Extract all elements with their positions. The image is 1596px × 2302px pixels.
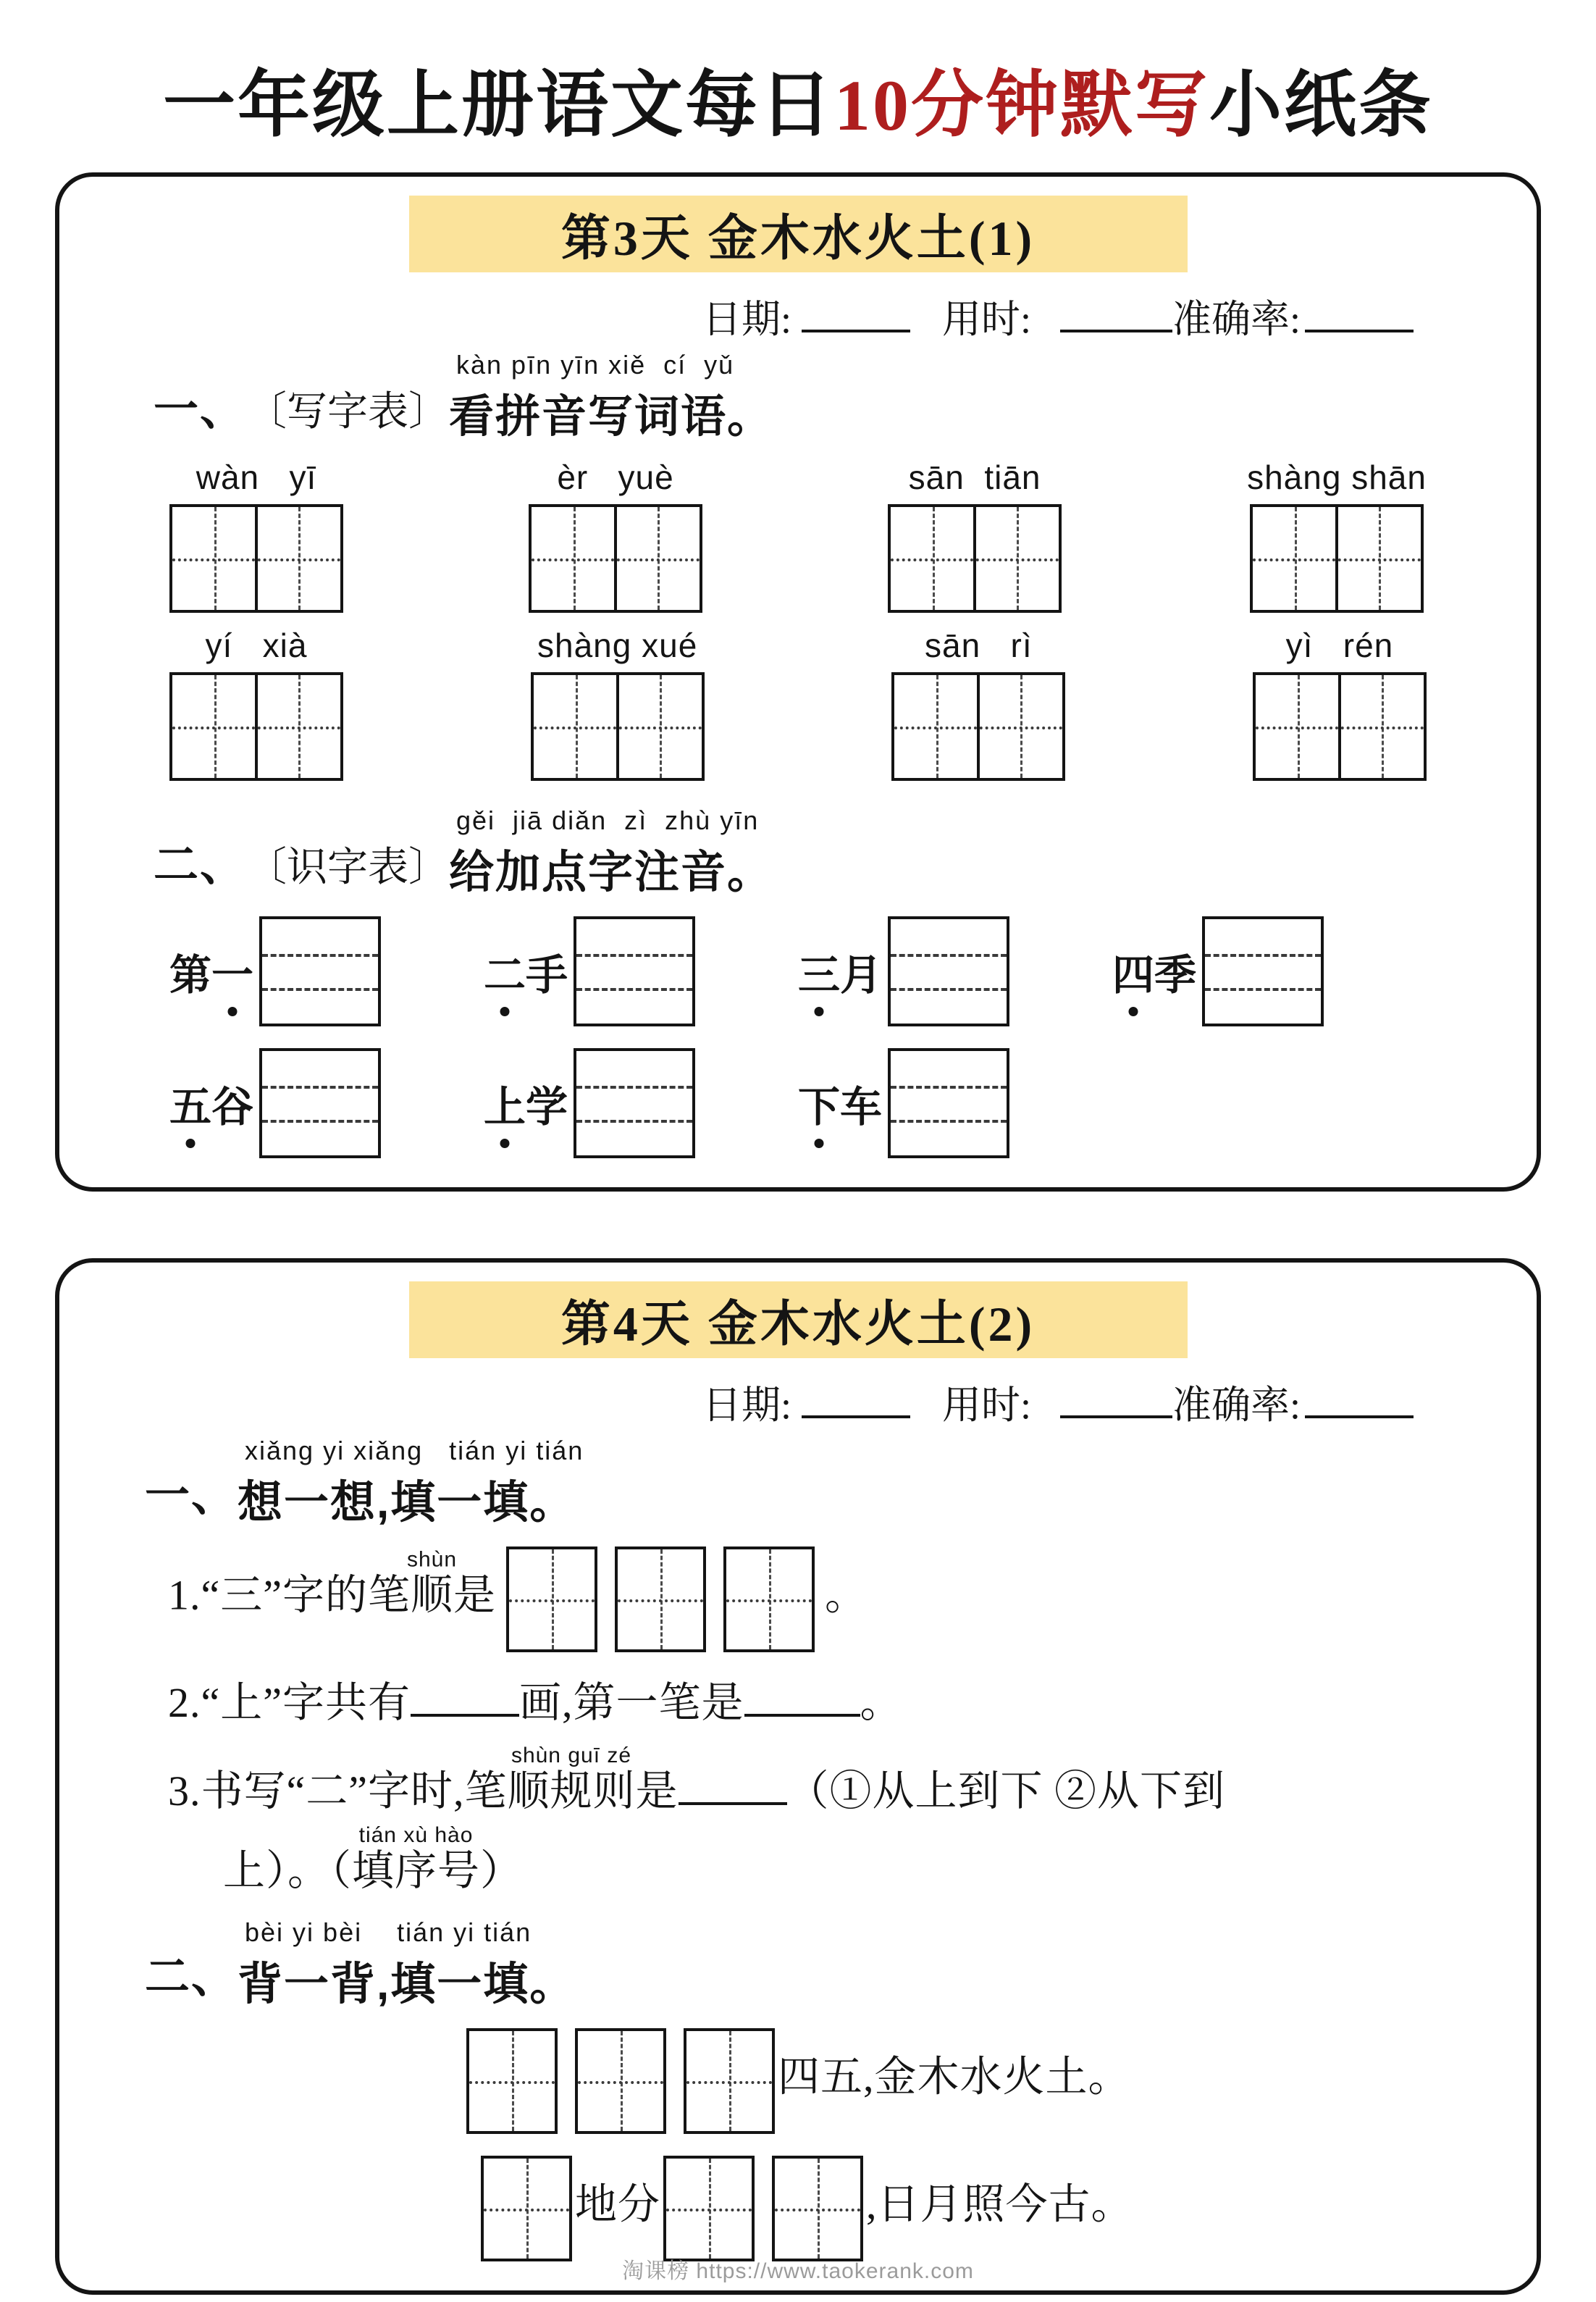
question-text: 上）。（ (223, 1847, 353, 1894)
day3-banner: 第3天 金木水火土(1) (409, 196, 1188, 272)
dotted-character: 二 (484, 941, 526, 1002)
ruby-base: 填序号 (352, 1847, 481, 1894)
dotted-character: 上 (484, 1073, 526, 1134)
pinyin-word-group (531, 626, 705, 781)
writing-box (684, 2028, 775, 2134)
page-title (0, 46, 1596, 151)
pinyin-answer-box (888, 916, 1009, 1026)
date-blank (802, 1415, 910, 1418)
time-label: 用时: (941, 1384, 1031, 1427)
grid-guide-line (1256, 727, 1424, 729)
word-part: 手 (526, 952, 568, 999)
pinyin-word-label: shàng xué (537, 627, 698, 664)
grid-guide-line (484, 2209, 569, 2211)
answer-blank (744, 1714, 860, 1717)
section-number: 二、 (145, 1952, 238, 2002)
pinyin-guide-line (262, 1086, 378, 1089)
annotation-item (169, 916, 484, 1026)
pinyin-word-group (169, 626, 343, 781)
time-label: 用时: (941, 298, 1031, 341)
annotated-word (484, 941, 568, 1002)
pinyin-word-row-1 (59, 458, 1537, 613)
writing-grid (169, 672, 343, 781)
writing-grid (529, 504, 702, 613)
pinyin-word-label: èr yuè (557, 459, 674, 496)
date-blank (802, 330, 910, 332)
ruby-annotation (406, 1547, 458, 1619)
writing-box (772, 2156, 863, 2261)
accuracy-label: 准确率: (1172, 298, 1301, 341)
word-part: 第 (169, 952, 212, 999)
word-part: 车 (840, 1084, 883, 1131)
dotted-character: 三 (798, 941, 840, 1002)
pinyin-word-group (888, 458, 1062, 613)
ruby-pinyin: shùn guī zé (507, 1744, 636, 1767)
writing-grid (1253, 672, 1427, 781)
writing-grid (531, 672, 705, 781)
section-title: 看拼音写词语。 (449, 392, 774, 442)
dotted-character: 五 (169, 1073, 211, 1134)
stroke-order-boxes (506, 1546, 815, 1652)
grid-guide-line (172, 558, 340, 561)
page-title-highlight: 10分钟默写 (834, 65, 1209, 146)
grid-guide-line (618, 1599, 703, 1602)
section-title: 给加点字注音。 (449, 847, 774, 897)
writing-box (663, 2156, 755, 2261)
writing-grid (891, 672, 1065, 781)
writing-box (615, 1546, 706, 1652)
grid-guide-line (509, 1599, 595, 1602)
grid-guide-line (469, 2081, 555, 2084)
section2-header-day4 (59, 1917, 1537, 2012)
date-label: 日期: (702, 1384, 791, 1427)
question-text: 2.“上”字共有 (168, 1679, 411, 1726)
question-text: 是 (635, 1767, 679, 1815)
section-pinyin: xiǎng yi xiǎng tián yi tián (245, 1436, 584, 1465)
ruby-base: 顺 (406, 1571, 458, 1619)
grid-guide-line (532, 558, 700, 561)
section-tag: 〔写字表〕 (246, 390, 450, 435)
pinyin-word-label: yí xià (205, 627, 308, 664)
footer-credit: 淘课榜 https://www.taokerank.com (622, 2259, 974, 2283)
section-pinyin: kàn pīn yīn xiě cí yǔ (456, 350, 735, 380)
writing-box (506, 1546, 597, 1652)
worksheet-panel-day4 (55, 1258, 1541, 2295)
annotation-row-2 (59, 1048, 1537, 1158)
section-title: 背一背,填一填。 (238, 1959, 576, 2009)
grid-guide-line (775, 2209, 860, 2211)
section-pinyin: gěi jiā diǎn zì zhù yīn (456, 805, 760, 835)
annotation-item (1112, 916, 1427, 1026)
recite-text: ,日月照今古。 (866, 2180, 1134, 2228)
annotated-word (169, 1073, 253, 1134)
pinyin-guide-line (1205, 954, 1321, 957)
ruby-pinyin: tián xù hào (352, 1823, 481, 1847)
question-3 (59, 1745, 1537, 1817)
annotated-word (1112, 941, 1196, 1002)
pinyin-answer-box (1202, 916, 1324, 1026)
pinyin-word-group (529, 458, 702, 613)
pinyin-guide-line (262, 954, 378, 957)
recite-text: 四五,金木水火土。 (778, 2053, 1131, 2101)
grid-guide-line (172, 727, 340, 729)
annotated-word (169, 941, 253, 1002)
grid-guide-line (666, 2209, 752, 2211)
pinyin-word-group (1247, 458, 1427, 613)
pinyin-guide-line (891, 1120, 1007, 1123)
dotted-character: 一 (211, 941, 253, 1002)
grid-guide-line (578, 2081, 663, 2084)
pinyin-word-label: sān rì (925, 627, 1033, 664)
question-text: 。 (825, 1571, 868, 1619)
grid-guide-line (891, 558, 1059, 561)
grid-guide-line (534, 727, 702, 729)
pinyin-guide-line (891, 988, 1007, 991)
pinyin-guide-line (576, 1120, 692, 1123)
fill-boxes (466, 2028, 775, 2134)
annotated-word (798, 1073, 882, 1134)
annotated-word (798, 941, 882, 1002)
date-label: 日期: (702, 298, 791, 341)
pinyin-word-group (169, 458, 343, 613)
pinyin-guide-line (576, 988, 692, 991)
pinyin-word-label: yì rén (1285, 627, 1394, 664)
ruby-annotation (352, 1823, 481, 1894)
annotation-item (484, 1048, 798, 1158)
pinyin-word-label: wàn yī (196, 459, 317, 496)
recite-fill-line-1 (59, 2028, 1537, 2134)
recite-fill-line-2 (59, 2156, 1537, 2261)
word-part: 季 (1154, 952, 1197, 999)
pinyin-guide-line (576, 1086, 692, 1089)
question-text: 画,第一笔是 (519, 1679, 744, 1726)
pinyin-answer-box (888, 1048, 1009, 1158)
writing-box (575, 2028, 666, 2134)
question-2 (59, 1668, 1537, 1729)
dotted-character: 四 (1112, 941, 1154, 1002)
section-number: 二、 (154, 840, 247, 890)
accuracy-label: 准确率: (1172, 1384, 1301, 1427)
question-1 (59, 1546, 1537, 1652)
ruby-annotation (507, 1744, 636, 1815)
grid-guide-line (894, 727, 1062, 729)
fill-boxes (481, 2156, 572, 2261)
writing-box (723, 1546, 815, 1652)
pinyin-word-label: shàng shān (1247, 459, 1427, 496)
section-number: 一、 (145, 1470, 238, 1520)
pinyin-guide-line (262, 1120, 378, 1123)
section2-header-day3 (59, 805, 1537, 900)
day3-meta-row (59, 288, 1537, 344)
pinyin-guide-line (262, 988, 378, 991)
section-number: 一、 (154, 385, 247, 435)
question-text: ） (480, 1847, 524, 1894)
writing-box (466, 2028, 558, 2134)
question-text: 1.“三”字的笔 (168, 1571, 411, 1619)
question-text: 3.书写“二”字时,笔 (168, 1767, 508, 1815)
ruby-base: 顺规则 (507, 1767, 636, 1815)
pinyin-guide-line (1205, 988, 1321, 991)
answer-blank (679, 1802, 787, 1805)
annotation-item (484, 916, 798, 1026)
section-tag: 〔识字表〕 (246, 845, 450, 890)
page-title-part2: 小纸条 (1209, 65, 1433, 146)
pinyin-answer-box (574, 1048, 695, 1158)
page-title-part1: 一年级上册语文每日 (163, 65, 834, 146)
pinyin-guide-line (576, 954, 692, 957)
question-3-continued (59, 1825, 1537, 1897)
annotation-row-1 (59, 916, 1537, 1026)
section-pinyin: bèi yi bèi tián yi tián (245, 1917, 532, 1947)
writing-grid (888, 504, 1062, 613)
pinyin-word-group (891, 626, 1065, 781)
section1-header-day3 (59, 350, 1537, 445)
ruby-pinyin: shùn (406, 1547, 458, 1572)
time-blank (1060, 330, 1172, 332)
question-text: 是 (453, 1571, 497, 1619)
pinyin-answer-box (574, 916, 695, 1026)
pinyin-guide-line (891, 954, 1007, 957)
section1-header-day4 (59, 1436, 1537, 1531)
pinyin-answer-box (259, 916, 381, 1026)
worksheet-panel-day3 (55, 172, 1541, 1192)
word-part: 学 (526, 1084, 568, 1131)
annotation-item-empty (1112, 1048, 1427, 1158)
pinyin-word-group (1253, 626, 1427, 781)
annotation-item (169, 1048, 484, 1158)
pinyin-guide-line (891, 1086, 1007, 1089)
day4-banner: 第4天 金木水火土(2) (409, 1281, 1188, 1358)
accuracy-blank (1305, 330, 1414, 332)
time-blank (1060, 1415, 1172, 1418)
pinyin-answer-box (259, 1048, 381, 1158)
annotation-item (798, 1048, 1112, 1158)
fill-boxes (663, 2156, 863, 2261)
recite-text: 地分 (575, 2180, 661, 2228)
annotated-word (484, 1073, 568, 1134)
writing-box (481, 2156, 572, 2261)
grid-guide-line (686, 2081, 772, 2084)
dotted-character: 下 (798, 1073, 840, 1134)
grid-guide-line (1253, 558, 1421, 561)
question-text: 。 (860, 1679, 903, 1726)
word-part: 月 (840, 952, 883, 999)
answer-blank (411, 1714, 519, 1717)
pinyin-word-label: sān tiān (908, 459, 1041, 496)
writing-grid (169, 504, 343, 613)
section-title: 想一想,填一填。 (238, 1478, 576, 1528)
writing-grid (1250, 504, 1424, 613)
word-part: 谷 (211, 1084, 254, 1131)
pinyin-word-row-2 (59, 626, 1537, 781)
accuracy-blank (1305, 1415, 1414, 1418)
grid-guide-line (726, 1599, 812, 1602)
day4-meta-row (59, 1374, 1537, 1430)
annotation-item (798, 916, 1112, 1026)
question-text: （①从上到下 ②从下到 (786, 1767, 1226, 1815)
